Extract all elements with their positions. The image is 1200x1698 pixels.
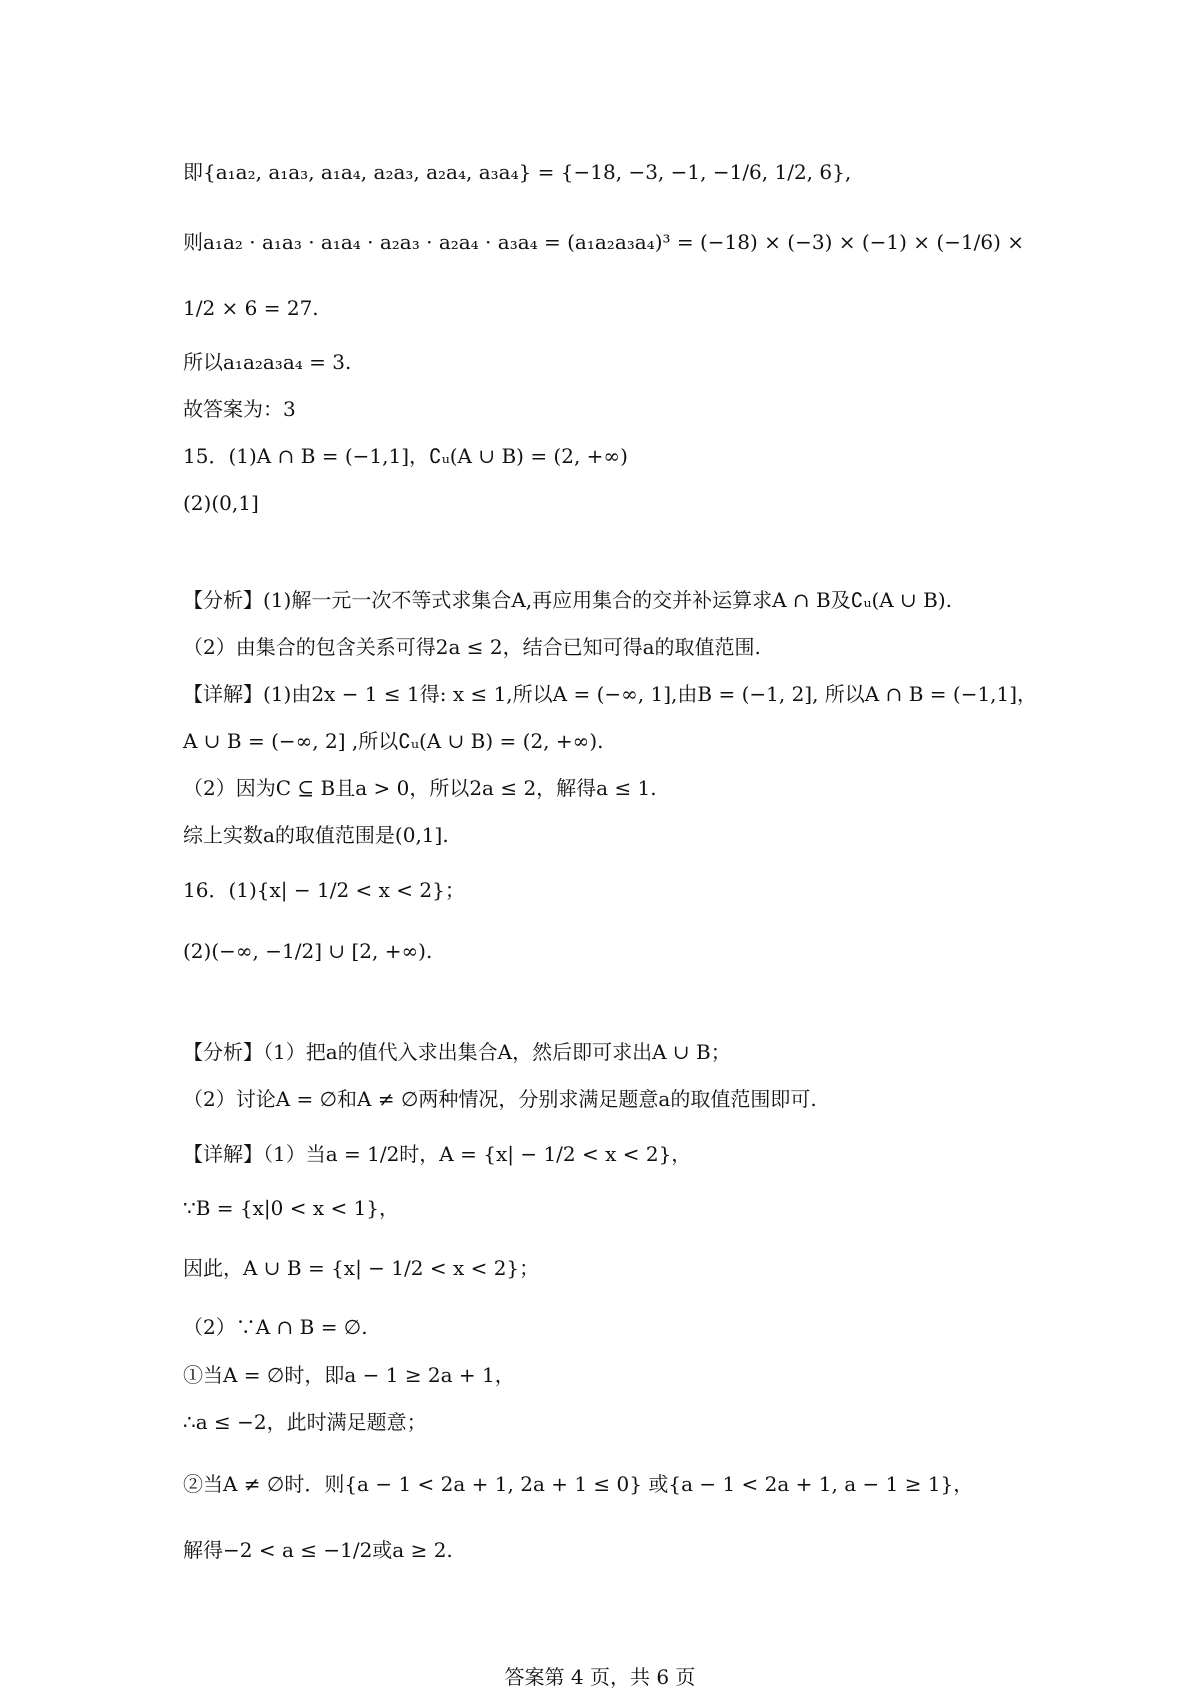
text-line: ∵B = {x|0 < x < 1}， [183, 1196, 400, 1220]
text-line: （2）∵A ∩ B = ∅. [183, 1315, 368, 1339]
page-footer: 答案第 4 页，共 6 页 [504, 1665, 696, 1689]
text-line: 即{a₁a₂, a₁a₃, a₁a₄, a₂a₃, a₂a₄, a₃a₄} = {−18, −3, −1, −1/6, 1/2, 6}, [183, 160, 852, 184]
text-line: 因此，A ∪ B = {x| − 1/2 < x < 2}； [183, 1256, 540, 1280]
text-line: ∴a ≤ −2，此时满足题意； [183, 1410, 427, 1434]
question-16-answer: 16．(1){x| − 1/2 < x < 2}； [183, 878, 465, 902]
text-line: 综上实数a的取值范围是(0,1]. [183, 823, 449, 847]
analysis-line: 【分析】(1)解一元一次不等式求集合A,再应用集合的交并补运算求A ∩ B及∁ᵤ(A ∪ B). [183, 588, 953, 612]
text-line: （2）由集合的包含关系可得2a ≤ 2，结合已知可得a的取值范围. [183, 635, 761, 659]
text-line: 解得−2 < a ≤ −1/2或a ≥ 2. [183, 1538, 453, 1562]
text-line: 故答案为：3 [183, 397, 296, 421]
text-line: （2）因为C ⊆ B且a > 0，所以2a ≤ 2，解得a ≤ 1. [183, 776, 657, 800]
text-line: A ∪ B = (−∞, 2] ,所以∁ᵤ(A ∪ B) = (2, +∞). [183, 729, 604, 753]
text-line: 所以a₁a₂a₃a₄ = 3. [183, 350, 352, 374]
text-line: 则a₁a₂ · a₁a₃ · a₁a₄ · a₂a₃ · a₂a₄ · a₃a₄ = (a₁a₂a₃a₄)³ = (−18) × (−3) × (−1) × (−1/6) × [183, 230, 1025, 254]
question-15-answer: 15．(1)A ∩ B = (−1,1]，∁ᵤ(A ∪ B) = (2, +∞) [183, 444, 628, 468]
text-line: ①当A = ∅时，即a − 1 ≥ 2a + 1， [183, 1363, 515, 1387]
text-line: （2）讨论A = ∅和A ≠ ∅两种情况，分别求满足题意a的取值范围即可. [183, 1087, 817, 1111]
text-line: (2)(−∞, −1/2] ∪ [2, +∞). [183, 939, 433, 963]
text-line: ②当A ≠ ∅时．则{a − 1 < 2a + 1, 2a + 1 ≤ 0} 或{a − 1 < 2a + 1, a − 1 ≥ 1}， [183, 1472, 974, 1496]
analysis-line: 【分析】（1）把a的值代入求出集合A，然后即可求出A ∪ B； [183, 1040, 731, 1064]
text-line: 1/2 × 6 = 27. [183, 296, 319, 320]
text-line: (2)(0,1] [183, 491, 259, 515]
detail-line: 【详解】(1)由2x − 1 ≤ 1得: x ≤ 1,所以A = (−∞, 1],由B = (−1, 2], 所以A ∩ B = (−1,1]， [183, 682, 1038, 706]
detail-line: 【详解】（1）当a = 1/2时，A = {x| − 1/2 < x < 2}， [183, 1142, 692, 1166]
